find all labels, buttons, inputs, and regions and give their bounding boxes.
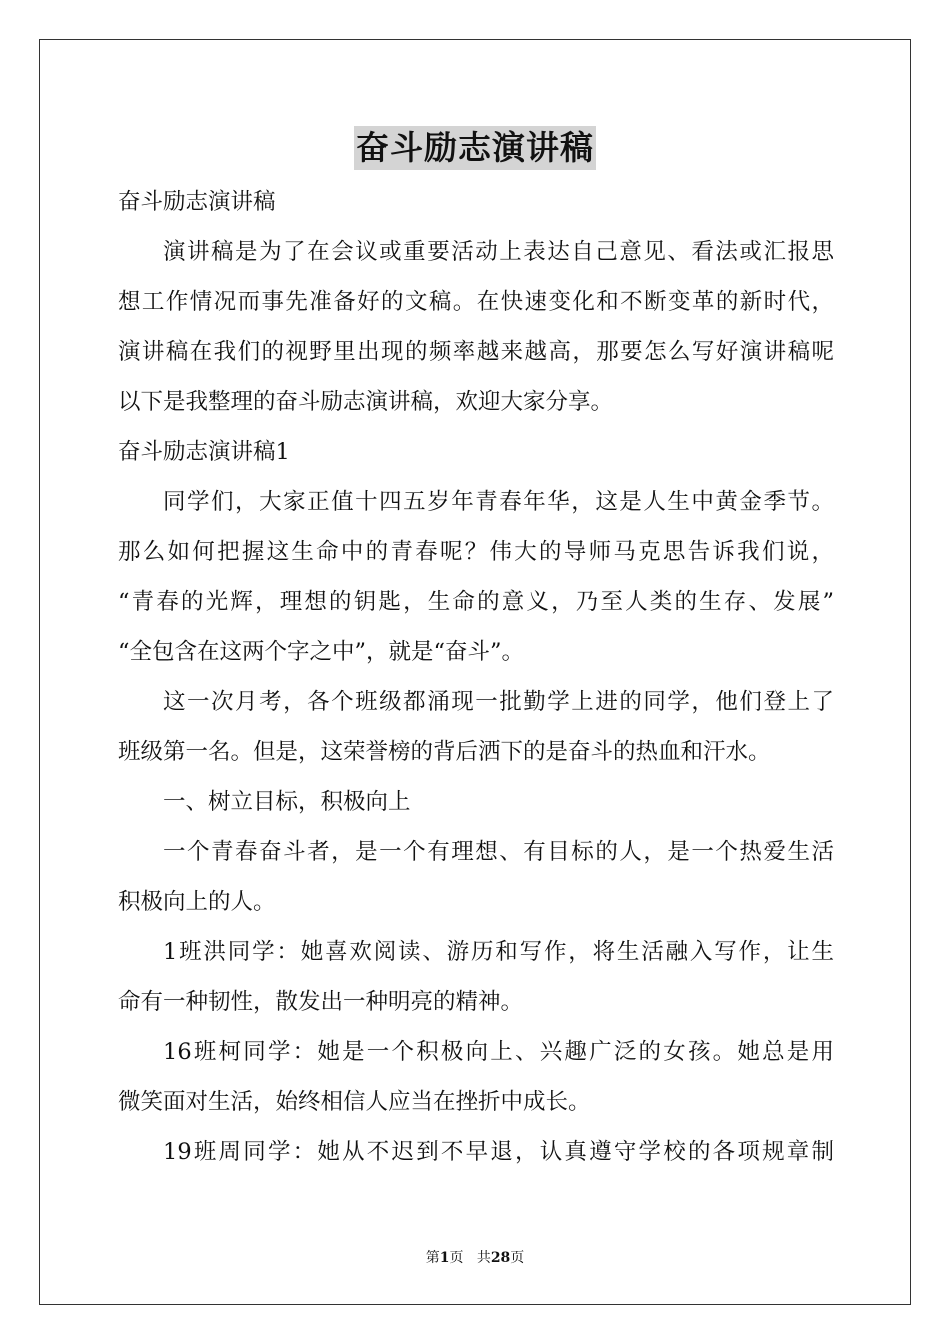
body-line: 同学们，大家正值十四五岁年青春年华，这是人生中黄金季节。 [163,489,834,515]
body-line: 积极向上的人。 [118,889,276,915]
body-line: 1班洪同学：她喜欢阅读、游历和写作，将生活融入写作，让生 [163,939,834,965]
footer-page-suffix: 页 [449,1250,464,1266]
body-line: 想工作情况而事先准备好的文稿。在快速变化和不断变革的新时代， [118,289,834,315]
body-line: 演讲稿在我们的视野里出现的频率越来越高，那要怎么写好演讲稿呢 [118,339,834,365]
body-line: 一个青春奋斗者，是一个有理想、有目标的人，是一个热爱生活 [163,839,834,865]
footer-total-suffix: 页 [510,1250,525,1266]
footer-total-prefix: 共 [476,1250,491,1266]
body-line: 奋斗励志演讲稿1 [118,439,290,465]
body-line: 微笑面对生活，始终相信人应当在挫折中成长。 [118,1089,591,1115]
body-line: 19班周同学：她从不迟到不早退，认真遵守学校的各项规章制 [163,1139,834,1165]
current-page-number: 1 [439,1250,450,1266]
body-line: “全包含在这两个字之中”，就是“奋斗”。 [118,639,525,665]
body-line: 命有一种韧性，散发出一种明亮的精神。 [118,989,524,1015]
body-line: 班级第一名。但是，这荣誉榜的背后洒下的是奋斗的热血和汗水。 [118,739,771,765]
document-title-wrap [0,126,950,170]
body-line: 那么如何把握这生命中的青春呢？伟大的导师马克思告诉我们说， [118,539,834,565]
body-line: 以下是我整理的奋斗励志演讲稿，欢迎大家分享。 [118,389,614,415]
body-line: “青春的光辉，理想的钥匙，生命的意义，乃至人类的生存、发展” [118,589,834,615]
body-line: 16班柯同学：她是一个积极向上、兴趣广泛的女孩。她总是用 [163,1039,834,1065]
footer-prefix: 第 [425,1250,440,1266]
body-line: 奋斗励志演讲稿 [118,189,276,215]
document-body [118,177,834,1177]
body-line: 演讲稿是为了在会议或重要活动上表达自己意见、看法或汇报思 [163,239,834,265]
page-footer [0,1247,950,1267]
document-title: 奋斗励志演讲稿 [354,126,596,170]
total-pages-number: 28 [490,1250,511,1266]
body-line: 这一次月考，各个班级都涌现一批勤学上进的同学，他们登上了 [163,689,834,715]
body-line: 一、树立目标，积极向上 [163,789,411,815]
